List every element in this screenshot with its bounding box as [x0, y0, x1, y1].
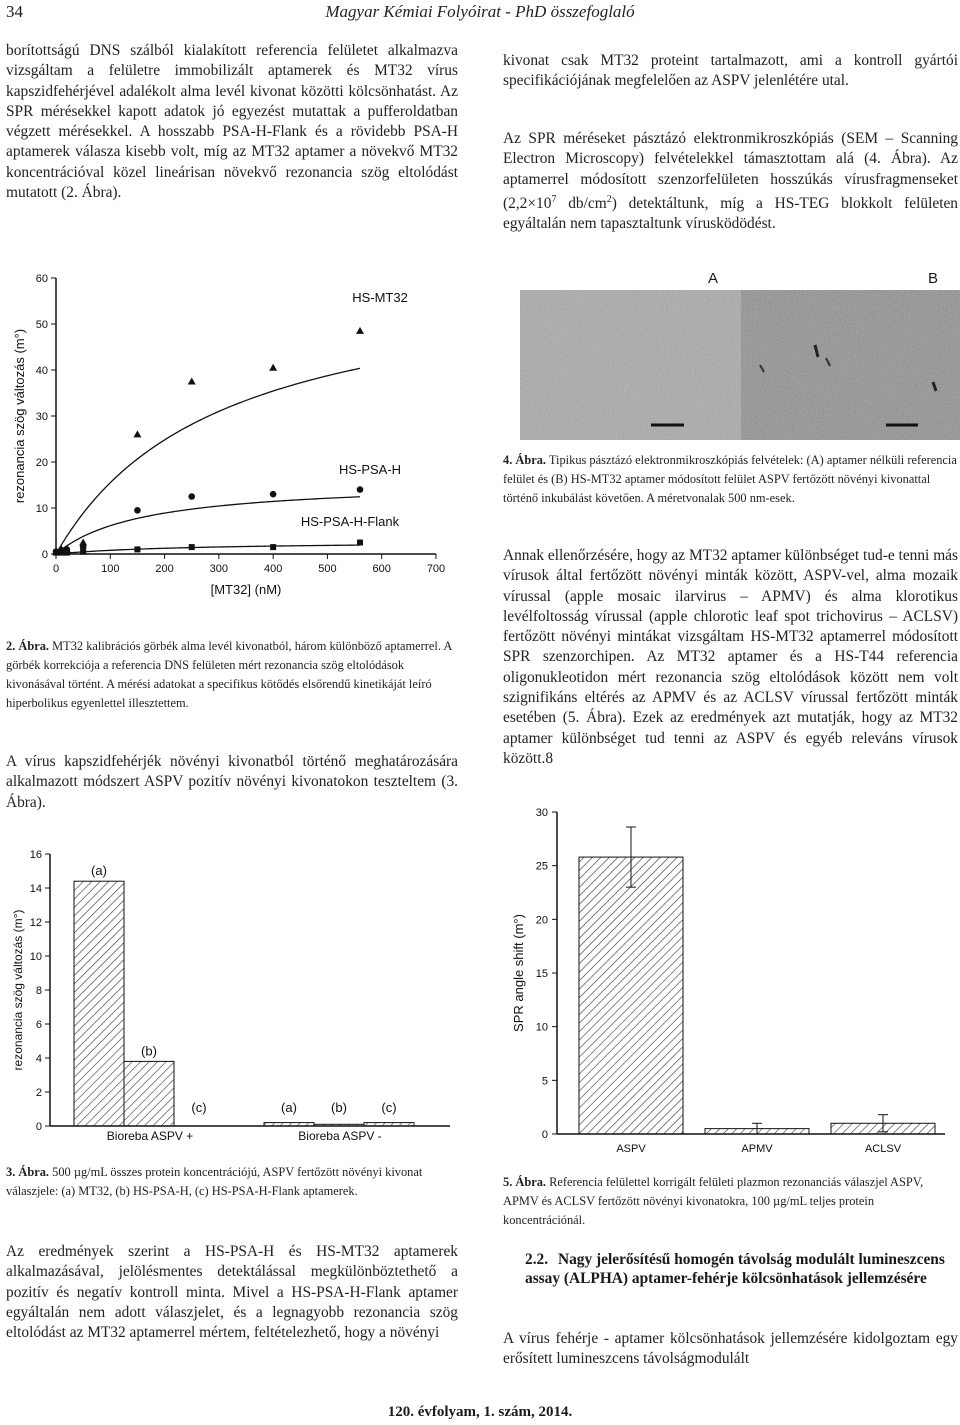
y-tick-label: 2	[35, 1087, 42, 1099]
y-tick-label: 12	[29, 917, 42, 929]
y-tick-label: 0	[35, 1121, 42, 1133]
x-tick-label: 200	[155, 563, 174, 575]
left-paragraph-2: A vírus kapszidfehérjék növényi kivonatból történő meghatározására alkalmazott módszert ASPV pozitív növényi kivonatokon teszteltem (3. Ábra).	[6, 753, 458, 811]
group-label: Bioreba ASPV +	[106, 1129, 194, 1143]
y-tick-label: 15	[535, 968, 548, 980]
sem-noise-a	[520, 290, 741, 440]
data-point-triangle	[356, 327, 364, 334]
data-point-circle	[188, 493, 195, 500]
bar	[364, 1123, 414, 1126]
data-point-square	[270, 544, 276, 550]
data-point-square	[134, 546, 140, 552]
y-tick-label: 4	[35, 1053, 42, 1065]
bar-label: (a)	[281, 1100, 297, 1115]
y-tick-label: 50	[35, 319, 48, 331]
data-point-circle	[357, 486, 364, 493]
x-tick-label: 400	[263, 563, 283, 575]
y-tick-label: 16	[29, 849, 42, 861]
bar	[74, 881, 124, 1126]
y-axis-title: rezonancia szög változás (m°)	[11, 909, 25, 1071]
series-label: HS-PSA-H-Flank	[300, 514, 400, 529]
y-tick-label: 10	[29, 951, 42, 963]
y-tick-label: 10	[35, 503, 48, 515]
x-tick-label: ACLSV	[864, 1143, 902, 1155]
data-point-square	[64, 550, 70, 556]
y-tick-label: 30	[535, 807, 548, 819]
bar	[264, 1123, 314, 1126]
data-point-square	[80, 549, 86, 555]
y-tick-label: 14	[29, 883, 42, 895]
y-tick-label: 0	[41, 549, 48, 561]
bar-label: (c)	[191, 1100, 207, 1115]
data-point-circle	[134, 507, 141, 514]
figure-5-caption: 5. Ábra. Referencia felülettel korrigált felületi plazmon rezonanciás válaszjel ASPV, APMV és ACLSV fertőzött növényi kivonatokra, 100 µg/mL teljes protein koncentrációnál.	[503, 1175, 924, 1227]
x-tick-label: 100	[101, 563, 120, 575]
x-tick-label: 300	[209, 563, 229, 575]
bar	[124, 1061, 174, 1126]
data-point-square	[58, 550, 64, 556]
x-tick-label: 0	[52, 563, 60, 575]
y-tick-label: 25	[535, 860, 548, 873]
figure-3-chart	[10, 844, 460, 1152]
series-label: HS-MT32	[352, 290, 408, 305]
right-paragraph-3: Annak ellenőrzésére, hogy az MT32 aptamer különbséget tud-e tenni más vírusok által fertőzött növényi minták között, ASPV-vel, alma mozaik vírussal (apple mosaic ilarvirus – APMV) és alma klorotikus levélfoltosság vírussal (apple chlorotic leaf spot trichovirus – ACLSV) fertőzött növényi mintákat vizsgáltam HS-MT32 aptamerrel módosított SPR szenzorchipen. Az MT32 aptamer és a HS-T44 referencia oligonukleotidon mért rezonancia szög eltolódások között nem volt szignifikáns eltérés az APMV és az ACLSV vírussal fertőzött minták esetében (5. Ábra). Ezek az eredmények azt mutatják, hogy az MT32 aptamer különbséget tud tenni az ASPV és egyéb releváns vírusok között.8	[503, 547, 958, 767]
y-tick-label: 6	[35, 1019, 42, 1031]
page-footer: 120. évfolyam, 1. szám, 2014.	[387, 1404, 573, 1420]
bar-label: (b)	[331, 1100, 347, 1115]
bar	[579, 857, 683, 1134]
bar-label: (c)	[381, 1100, 397, 1115]
figure-5-chart	[505, 800, 960, 1158]
y-tick-label: 0	[541, 1129, 548, 1141]
left-paragraph-3: Az eredmények szerint a HS-PSA-H és HS-MT32 aptamerek alkalmazásával, jelölésmentes detektálással megkülönböztethető a pozitív és negatív kontroll minta. Mivel a HS-PSA-H-Flank aptamer egyáltalán nem adott válaszjelet, és a legnagyobb rezonancia szög eltolódást az MT32 aptamerrel mértem, feltételezhető, hogy a növényi	[6, 1243, 458, 1342]
group-label: Bioreba ASPV -	[298, 1129, 382, 1143]
x-tick-label: APMV	[741, 1143, 773, 1155]
x-tick-label: ASPV	[616, 1143, 646, 1155]
right-paragraph-2: Az SPR méréseket pásztázó elektronmikroszkópiás (SEM – Scanning Electron Microscopy) felvételekkel támasztottam alá (4. Ábra). Az aptamerrel módosított szenzorfelületen hosszúkás vírusfragmenseket ($2,2\times 10^7$ $db/cm^2$) detektáltunk, míg a HS-TEG blokkolt felületen egyáltalán nem tapasztaltunk vírusködödést.	[503, 130, 958, 233]
right-paragraph-4: A vírus fehérje - aptamer kölcsönhatások jellemzésére kidolgoztam egy erősített lumineszcens távolságmodulált	[503, 1330, 958, 1368]
figure-4-sem-images	[520, 270, 960, 442]
x-tick-label: 600	[372, 563, 391, 575]
sem-micrographs	[520, 290, 960, 440]
page-number: 34	[6, 2, 23, 21]
x-axis-title: [MT32] (nM)	[210, 582, 282, 597]
data-point-square	[357, 540, 363, 546]
y-tick-label: 8	[35, 985, 42, 997]
figure-2-caption: 2. Ábra. MT32 kalibrációs görbék alma levél kivonatból, három különböző aptamerrel. A görbék korrekciója a referencia DNS felületen mért rezonancia szög eltolódások kivonásával történt. A mérési adatokat a specifikus kötődés elsőrendű kinetikáját leíró hiperbolikus egyenlettel illesztettem.	[6, 639, 452, 710]
figure-3-caption: 3. Ábra. 500 µg/mL összes protein koncentrációjú, ASPV fertőzött növényi kivonat válaszjele: (a) MT32, (b) HS-PSA-H, (c) HS-PSA-H-Flank aptamerek.	[6, 1165, 423, 1198]
y-axis-title: rezonancia szög változás (m°)	[12, 328, 27, 504]
right-paragraph-1: kivonat csak MT32 proteint tartalmazott, ami a kontroll gyártói specifikációjának megfelelően az ASPV jelenlétére utal.	[503, 52, 958, 90]
bar	[314, 1124, 364, 1126]
left-paragraph-1: borítottságú DNS szálból kialakított referencia felületet alkalmazva vizsgáltam a felületre immobilizált aptamerek és MT32 vírus kapszidfehérjével adalékolt alma levél kivonat közötti kölcsönhatást. Az SPR mérésekkel kapott adatok jó egyezést mutattak a pufferoldatban végzett mérésekkel. A hosszabb PSA-H-Flank és a rövidebb PSA-H aptamerek válasza kisebb volt, míg az MT32 aptamer a növekvő MT32 koncentrációval közel lineárisan növekvő rezonancia szög eltolódást mutatott (2. Ábra).	[6, 42, 458, 202]
y-tick-label: 40	[35, 365, 48, 377]
sem-label-a: A	[708, 270, 719, 287]
y-tick-label: 30	[35, 411, 48, 423]
data-point-triangle	[133, 430, 141, 437]
y-tick-label: 20	[35, 457, 48, 469]
data-point-square	[53, 550, 59, 556]
figure-2-chart	[10, 272, 460, 626]
data-point-triangle	[269, 364, 277, 371]
data-point-square	[189, 544, 195, 550]
bar-label: (b)	[141, 1043, 157, 1059]
x-tick-label: 500	[318, 563, 337, 575]
y-tick-label: 20	[535, 914, 548, 927]
series-label: HS-PSA-H	[338, 462, 402, 477]
y-tick-label: 60	[35, 273, 48, 285]
y-tick-label: 5	[541, 1075, 548, 1088]
data-point-circle	[270, 491, 277, 498]
section-heading: 2.2. Nagy jelerősítésű homogén távolság modulált lumineszcens assay (ALPHA) aptamer-fehérje kölcsönhatások jellemzésére	[525, 1251, 945, 1287]
y-tick-label: 10	[535, 1021, 548, 1034]
journal-title: Magyar Kémiai Folyóirat - PhD összefoglaló	[325, 2, 635, 21]
figure-4-caption: 4. Ábra. Tipikus pásztázó elektronmikroszkópiás felvételek: (A) aptamer nélküli referencia felület és (B) HS-MT32 aptamer módosított felület ASPV fertőzött növényi kivonattal történő inkubálást követően. A méretvonalak 500 nm-esek.	[503, 453, 957, 505]
x-tick-label: 700	[426, 563, 446, 575]
sem-noise-b	[741, 290, 960, 440]
sem-label-b: B	[928, 270, 939, 287]
bar-label: (a)	[91, 863, 107, 879]
y-axis-title: SPR angle shift (m°)	[511, 914, 526, 1032]
fit-curve-hs-psa-h-flank	[56, 545, 360, 554]
data-point-triangle	[188, 378, 196, 385]
